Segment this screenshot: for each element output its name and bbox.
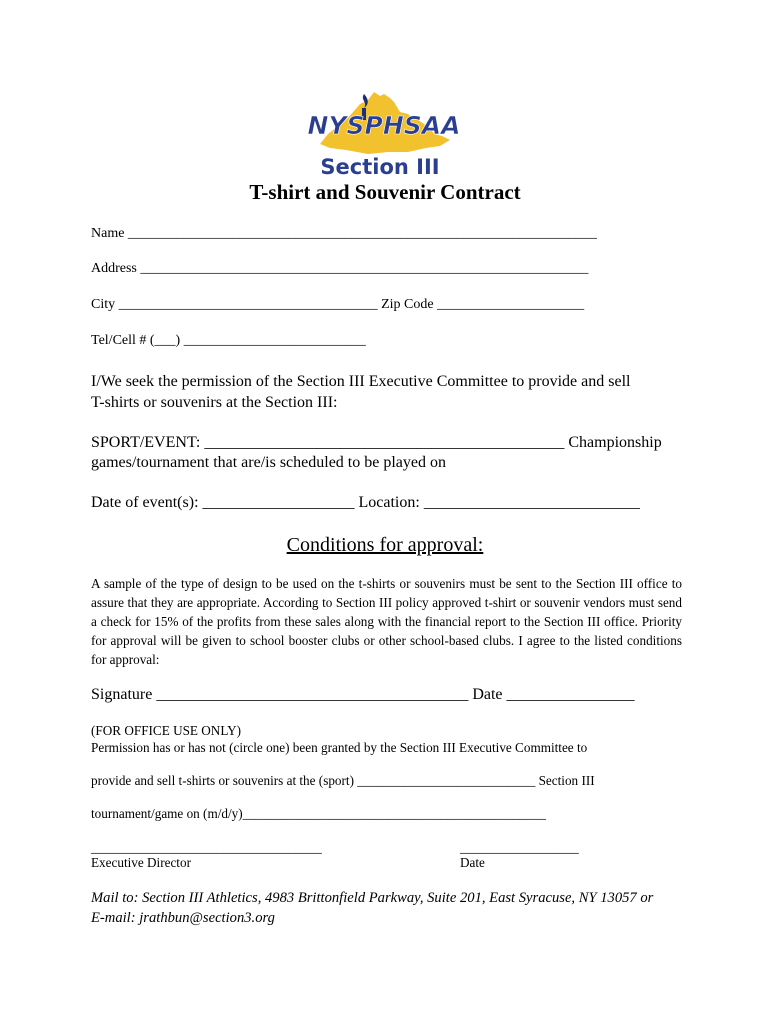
mail-to-line: Mail to: Section III Athletics, 4983 Brittonfield Parkway, Suite 201, East Syracuse, NY 13057 or xyxy=(91,890,654,906)
address-field[interactable]: Address ________________________________________________________________ xyxy=(91,261,589,276)
director-label: Executive Director xyxy=(91,855,191,870)
office-sport-line[interactable]: provide and sell t-shirts or souvenirs at the (sport) ___________________________ Section III xyxy=(91,773,595,788)
date-location-field[interactable]: Date of event(s): ___________________ Location: ___________________________ xyxy=(91,494,640,511)
signature-date-field[interactable]: Signature _______________________________________ Date ________________ xyxy=(91,686,635,703)
sport-event-continuation: games/tournament that are/is scheduled to be played on xyxy=(91,454,446,471)
office-date-rule[interactable]: __________________ xyxy=(460,840,579,855)
logo-text-nysphsaa: NYSPHSAA xyxy=(308,111,460,140)
nysphsaa-section-iii-logo xyxy=(308,90,460,182)
logo-text-section: Section III xyxy=(320,155,440,179)
conditions-heading: Conditions for approval: xyxy=(286,534,484,556)
city-zip-field[interactable]: City _____________________________________ Zip Code _____________________ xyxy=(91,297,585,312)
email-line: E-mail: jrathbun@section3.org xyxy=(91,910,275,926)
office-use-heading: (FOR OFFICE USE ONLY) xyxy=(91,723,241,738)
conditions-body: A sample of the type of design to be used on the t-shirts or souvenirs must be sent to the Section III office to assure that they are appropriate. According to Section III policy approved t-shirt or souvenir vendors must send a check for 15% of the profits from these sales along with the financial report to the Section III office. Priority for approval will be given to school booster clubs or other school-based clubs. I agree to the listed conditions for approval: xyxy=(91,576,682,667)
name-field[interactable]: Name ___________________________________________________________________ xyxy=(91,226,597,241)
sport-event-field[interactable]: SPORT/EVENT: _____________________________________________ Championship xyxy=(91,434,662,451)
office-permission-line: Permission has or has not (circle one) been granted by the Section III Executive Committee to xyxy=(91,740,588,755)
director-signature-rule[interactable]: ___________________________________ xyxy=(91,840,322,855)
request-text-line2: T-shirts or souvenirs at the Section III: xyxy=(91,394,338,411)
office-date-line[interactable]: tournament/game on (m/d/y)______________________________________________ xyxy=(91,806,546,821)
tel-field[interactable]: Tel/Cell # (___) __________________________ xyxy=(91,333,366,348)
page-title: T-shirt and Souvenir Contract xyxy=(249,180,521,204)
request-text-line1: I/We seek the permission of the Section III Executive Committee to provide and sell xyxy=(91,373,631,390)
office-date-label: Date xyxy=(460,855,485,870)
